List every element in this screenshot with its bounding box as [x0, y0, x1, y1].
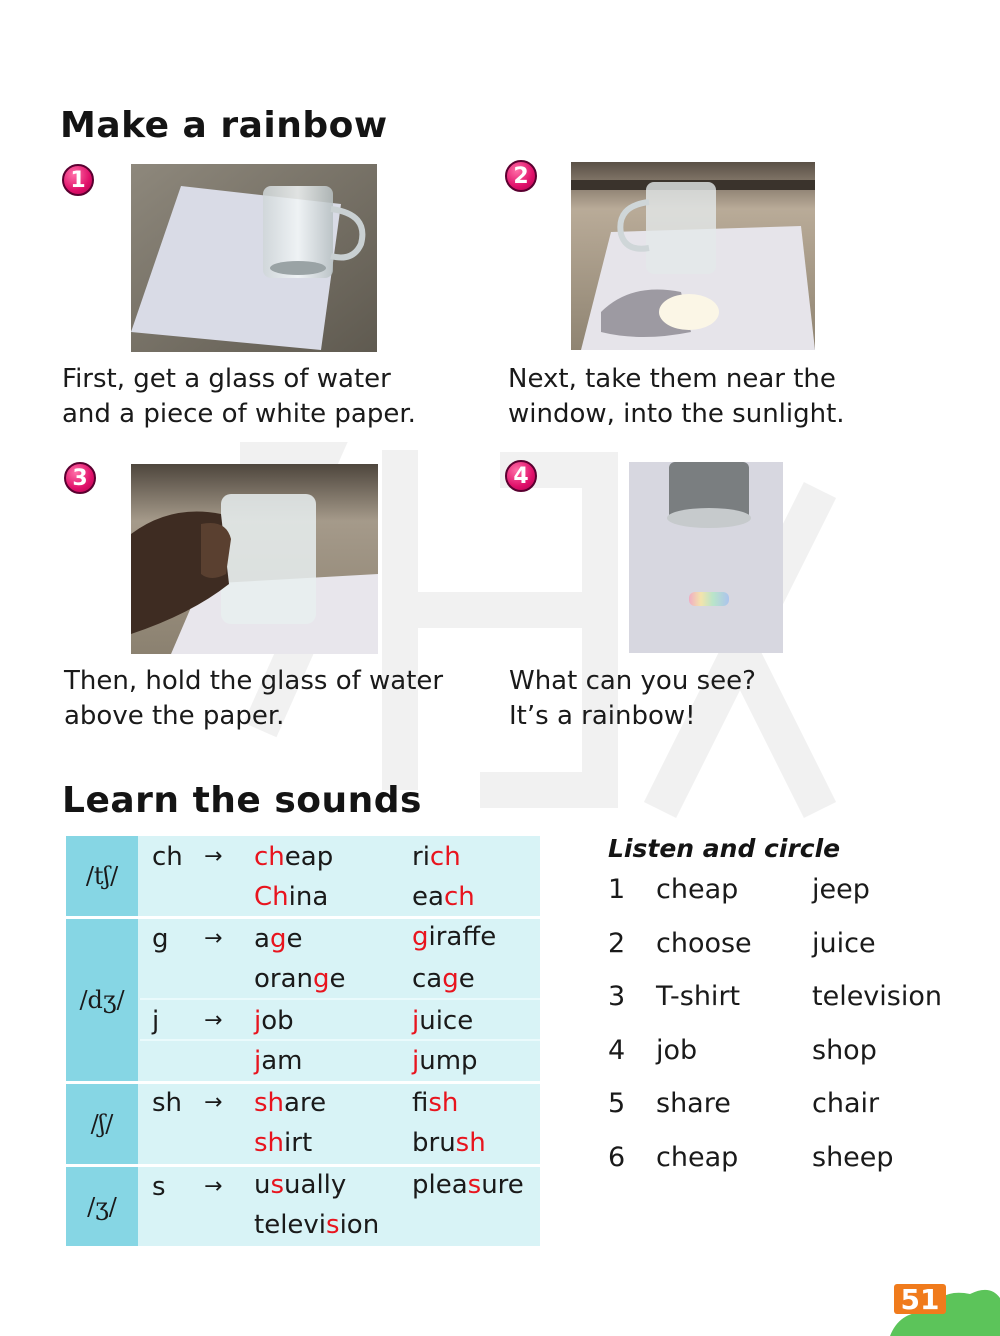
word-rich [412, 842, 461, 872]
word-highlight: sh [455, 1128, 486, 1158]
step-4-badge: 4 [505, 460, 537, 492]
choice-word[interactable]: jeep [812, 874, 870, 905]
choice-word[interactable]: choose [656, 928, 752, 959]
step-4-photo [629, 462, 783, 653]
step-2-caption [508, 362, 845, 432]
listen-circle-heading: Listen and circle [608, 834, 841, 863]
sounds-heading: Learn the sounds [62, 780, 422, 821]
word-usually [254, 1170, 346, 1200]
step-4-caption [509, 664, 756, 734]
word-pleasure [412, 1170, 524, 1200]
word-highlight: g [269, 924, 287, 954]
row-divider [66, 916, 540, 919]
word-highlight: sh [428, 1088, 459, 1118]
item-number: 1 [608, 874, 626, 905]
step-3-caption-line-1: Then, hold the glass of water [64, 666, 444, 696]
hand-holding-glass-image [131, 464, 378, 654]
arrow-icon: → [204, 1090, 223, 1115]
step-1-photo [131, 164, 377, 352]
word-highlight: Ch [254, 882, 289, 912]
word-highlight: g [442, 964, 459, 994]
choice-word[interactable]: T-shirt [656, 981, 741, 1012]
word-rest: oran [254, 964, 314, 994]
word-rest: ob [261, 1006, 294, 1036]
word-rest: ri [412, 842, 430, 872]
word-rest: ca [412, 964, 443, 994]
letters-ch: ch [152, 842, 183, 872]
letters-g: g [152, 924, 169, 954]
word-rest: ina [288, 882, 329, 912]
sub-row-divider [140, 998, 540, 1000]
step-1-caption-line-2: and a piece of white paper. [62, 399, 416, 429]
word-orange [254, 964, 346, 994]
step-3-caption [64, 664, 443, 734]
step-3-photo [131, 464, 378, 654]
word-brush [412, 1128, 486, 1158]
word-rest: bru [412, 1128, 456, 1158]
word-job [254, 1006, 294, 1036]
rainbow-on-paper-image [629, 462, 783, 653]
word-share [254, 1088, 326, 1118]
word-shirt [254, 1128, 312, 1158]
word-rest: ure [481, 1170, 524, 1200]
choice-word[interactable]: chair [812, 1088, 880, 1119]
item-number: 2 [608, 928, 626, 959]
word-highlight: j [412, 1046, 420, 1076]
phoneme-sh: /ʃ/ [66, 1084, 138, 1164]
rainbow-heading: Make a rainbow [60, 105, 388, 146]
choice-word[interactable]: cheap [656, 1142, 739, 1173]
letters-j: j [152, 1006, 160, 1036]
choice-word[interactable]: job [656, 1035, 698, 1066]
word-jump [412, 1046, 478, 1076]
word-rest: eap [284, 842, 334, 872]
arrow-icon: → [204, 844, 223, 869]
word-highlight: g [313, 964, 330, 994]
word-giraffe [412, 922, 496, 952]
phoneme-ch: /tʃ/ [66, 836, 138, 916]
glass-on-paper-image [131, 164, 377, 352]
word-age [254, 924, 302, 954]
step-1-caption [62, 362, 416, 432]
word-rest: fi [412, 1088, 429, 1118]
word-television [254, 1210, 379, 1240]
choice-word[interactable]: sheep [812, 1142, 894, 1173]
arrow-icon: → [204, 1174, 223, 1199]
item-number: 6 [608, 1142, 626, 1173]
sub-row-divider [140, 1039, 540, 1041]
page-number: 51 [894, 1284, 946, 1314]
word-highlight: j [412, 1006, 420, 1036]
word-each [412, 882, 475, 912]
choice-word[interactable]: cheap [656, 874, 739, 905]
choice-word[interactable]: shop [812, 1035, 877, 1066]
step-3-badge: 3 [64, 462, 96, 494]
word-highlight: ch [443, 882, 475, 912]
word-rest: e [286, 924, 303, 954]
step-2-caption-line-2: window, into the sunlight. [508, 399, 845, 429]
word-cage [412, 964, 475, 994]
word-rest: are [284, 1088, 327, 1118]
word-highlight: j [254, 1046, 262, 1076]
word-rest: ump [419, 1046, 478, 1076]
row-divider [66, 1164, 540, 1167]
sounds-table [66, 836, 540, 1246]
glass-in-sunlight-image [571, 162, 815, 350]
word-rest: u [254, 1170, 271, 1200]
word-highlight: ch [429, 842, 461, 872]
word-rest: plea [412, 1170, 468, 1200]
word-highlight: s [270, 1170, 285, 1200]
word-rest: ion [339, 1210, 380, 1240]
word-highlight: ch [254, 842, 285, 872]
step-1-badge: 1 [62, 164, 94, 196]
word-highlight: s [467, 1170, 482, 1200]
word-rest: uice [419, 1006, 474, 1036]
step-1-caption-line-1: First, get a glass of water [62, 364, 391, 394]
step-2-badge: 2 [505, 160, 537, 192]
word-rest: e [329, 964, 346, 994]
arrow-icon: → [204, 926, 223, 951]
item-number: 3 [608, 981, 626, 1012]
word-rest: iraffe [428, 922, 497, 952]
arrow-icon: → [204, 1008, 223, 1033]
word-highlight: sh [254, 1128, 285, 1158]
word-rest: televi [254, 1210, 327, 1240]
letters-s: s [152, 1172, 166, 1202]
word-rest: am [261, 1046, 303, 1076]
choice-word[interactable]: television [812, 981, 942, 1012]
word-cheap [254, 842, 333, 872]
step-4-caption-line-2: It’s a rainbow! [509, 701, 696, 731]
word-rest: ually [284, 1170, 347, 1200]
listen-circle-list [608, 874, 988, 1194]
row-divider [66, 1081, 540, 1084]
item-number: 5 [608, 1088, 626, 1119]
item-number: 4 [608, 1035, 626, 1066]
word-rest: irt [284, 1128, 313, 1158]
word-highlight: j [254, 1006, 262, 1036]
phoneme-dg: /dʒ/ [66, 919, 138, 1081]
choice-word[interactable]: juice [812, 928, 876, 959]
step-2-caption-line-1: Next, take them near the [508, 364, 836, 394]
word-fish [412, 1088, 458, 1118]
step-4-caption-line-1: What can you see? [509, 666, 756, 696]
word-china [254, 882, 328, 912]
word-highlight: g [412, 922, 429, 952]
word-highlight: sh [254, 1088, 285, 1118]
phoneme-zh: /ʒ/ [66, 1167, 138, 1246]
step-3-caption-line-2: above the paper. [64, 701, 285, 731]
word-highlight: s [326, 1210, 340, 1240]
word-juice [412, 1006, 473, 1036]
word-rest: a [254, 924, 270, 954]
word-jam [254, 1046, 303, 1076]
letters-sh: sh [152, 1088, 183, 1118]
step-2-photo [571, 162, 815, 350]
choice-word[interactable]: share [656, 1088, 731, 1119]
word-rest: ea [412, 882, 444, 912]
word-rest: e [458, 964, 475, 994]
